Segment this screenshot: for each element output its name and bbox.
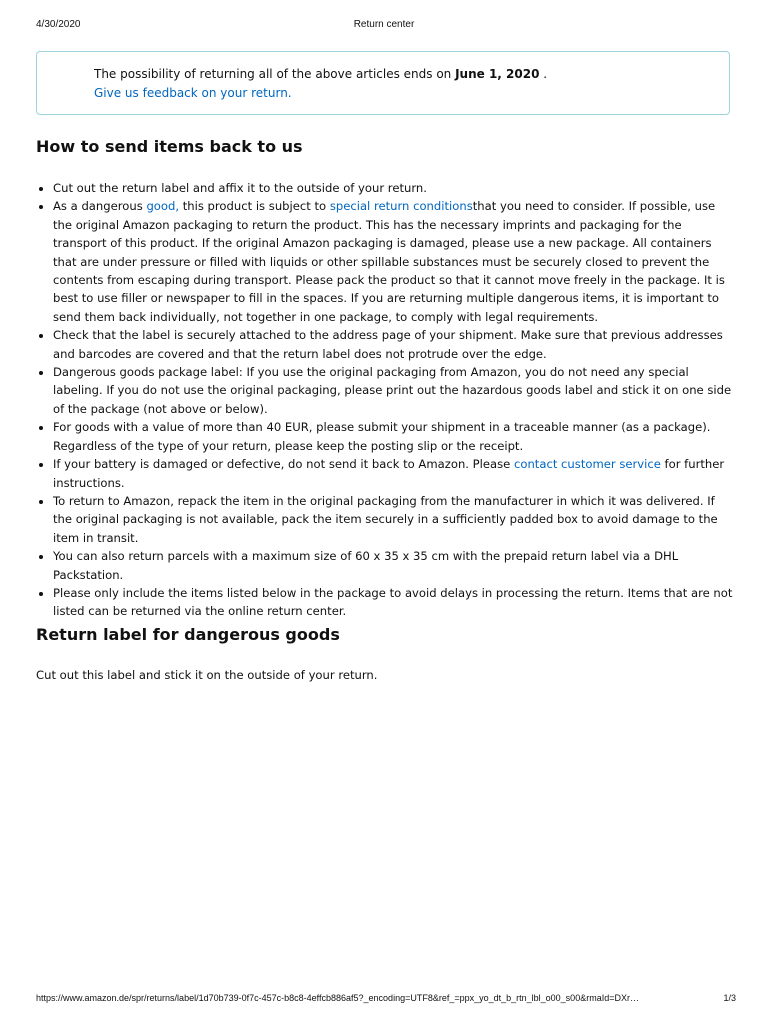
instruction-text: For goods with a value of more than 40 EUR, please submit your shipment in a traceable manner (as a package). Regardless of the type of your return, please keep the posting slip or the receipt. — [53, 420, 711, 453]
instruction-text: As a dangerous — [53, 199, 147, 214]
contact-customer-service-link[interactable]: contact customer service — [513, 457, 661, 472]
print-header — [0, 17, 768, 31]
instruction-item — [53, 326, 736, 363]
deadline-date: June 1, 2020 — [455, 67, 540, 81]
instruction-text: Please only include the items listed below in the package to avoid delays in processing the return. Items that are not listed can be returned via the online return center. — [53, 585, 733, 619]
page-number: 1/3 — [723, 993, 736, 1003]
good-link[interactable]: good, — [146, 199, 180, 214]
deadline-text — [94, 65, 547, 84]
cutout-instruction: Cut out this label and stick it on the outside of your return. — [36, 668, 378, 682]
instruction-item — [53, 492, 736, 547]
instruction-item — [53, 363, 736, 418]
instruction-text: Check that the label is securely attached to the address page of your shipment. Make sure that previous addresses and barcodes are covered and that the return label does not protrude over the edge. — [53, 328, 723, 361]
print-title: Return center — [353, 19, 415, 30]
print-footer — [0, 991, 768, 1005]
instruction-item — [53, 547, 736, 584]
instruction-item — [53, 418, 736, 455]
page-url: https://www.amazon.de/spr/returns/label/1d70b739-0f7c-457c-b8c8-4effcb886af5?_encoding=UTF8&ref_=ppx_yo_dt_b_rtn_lbl_o00_s00&rmaId=DXr… — [36, 993, 639, 1003]
dangerous-goods-label-heading: Return label for dangerous goods — [36, 625, 340, 644]
instruction-text: You can also return parcels with a maximum size of 60 x 35 x 35 cm with the prepaid return label via a DHL Packstation. — [53, 549, 679, 582]
deadline-text-after: . — [539, 67, 548, 81]
shipping-instructions-list — [36, 179, 736, 621]
instruction-text: for further instructions. — [53, 457, 725, 490]
send-items-heading: How to send items back to us — [36, 137, 303, 156]
instruction-text: To return to Amazon, repack the item in the original packaging from the manufacturer in which it was delivered. If the original packaging is not available, pack the item securely in a sufficiently padded box to avoid damage to the item in transit. — [53, 493, 718, 545]
instruction-item — [53, 179, 736, 197]
instruction-text: Cut out the return label and affix it to the outside of your return. — [53, 181, 427, 195]
instruction-text: that you need to consider. If possible, use the original Amazon packaging to return the product. This has the necessary imprints and packaging for the transport of this product. If the original Amazon packaging is damaged, please use a new package. All containers that are under pressure or filled with liquids or other spillable substances must be securely closed to prevent the contents from escaping during transport. Please pack the product so that it cannot move freely in the package. It is best to use filler or newspaper to fill in the spaces. If you are returning multiple dangerous items, it is important to send them back individually, not together in one package, to comply with legal requirements. — [53, 199, 725, 324]
return-deadline-notice — [36, 51, 730, 115]
special-return-conditions-link[interactable]: special return conditions — [329, 199, 473, 214]
deadline-text-before: The possibility of returning all of the above articles ends on — [94, 67, 456, 81]
feedback-link[interactable]: Give us feedback on your return. — [94, 86, 292, 100]
print-date: 4/30/2020 — [36, 19, 81, 30]
instruction-text: If your battery is damaged or defective, do not send it back to Amazon. Please — [53, 457, 514, 472]
instruction-item — [53, 584, 736, 621]
instruction-item — [53, 197, 736, 326]
instruction-item — [53, 455, 736, 492]
instruction-text: Dangerous goods package label: If you use the original packaging from Amazon, you do not need any special labeling. If you do not use the original packaging, please print out the hazardous goods label and stick it on one side of the package (not above or below). — [53, 365, 732, 416]
instruction-text: this product is subject to — [179, 199, 330, 214]
